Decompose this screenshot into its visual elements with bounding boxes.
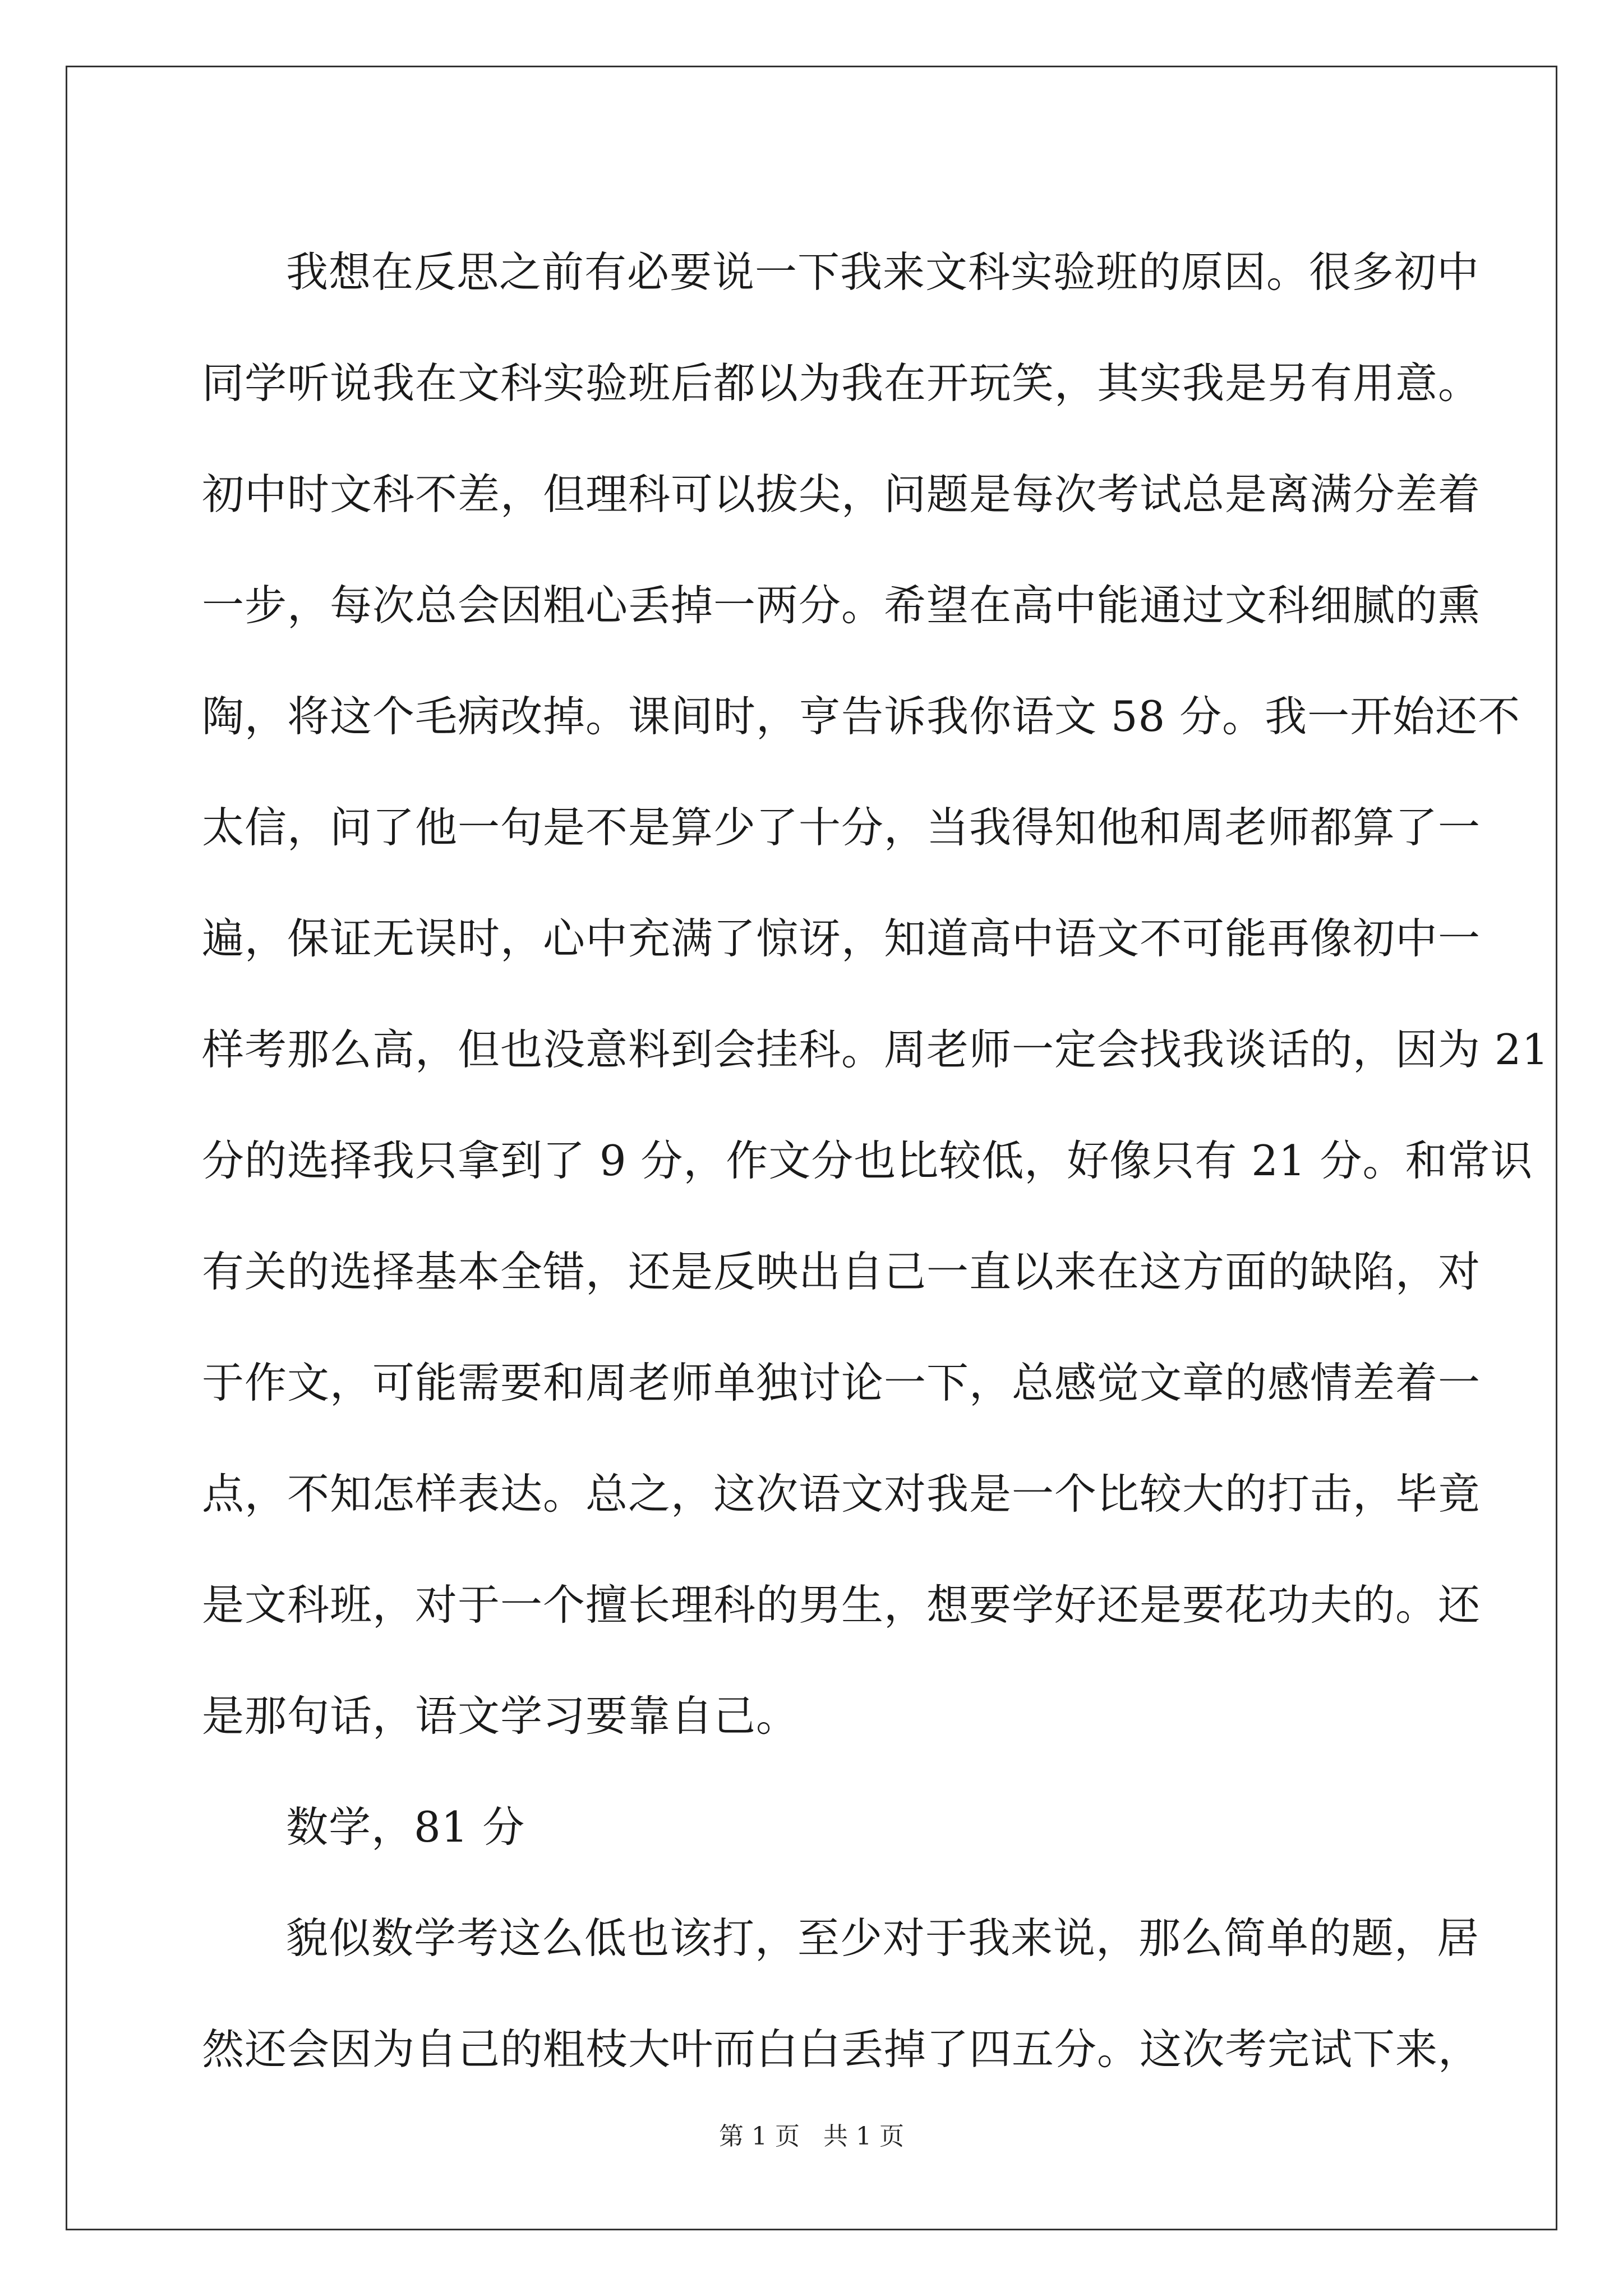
text-line: 初中时文科不差，但理科可以拔尖，问题是每次考试总是离满分差着 xyxy=(202,470,1481,519)
text-line: 太信，问了他一句是不是算少了十分，当我得知他和周老师都算了一 xyxy=(202,803,1481,852)
page-total: 共 1 页 xyxy=(823,2122,904,2151)
text-line: 点，不知怎样表达。总之，这次语文对我是一个比较大的打击，毕竟 xyxy=(202,1469,1481,1519)
text-line: 遍，保证无误时，心中充满了惊讶，知道高中语文不可能再像初中一 xyxy=(202,914,1481,963)
page-footer xyxy=(0,2116,1623,2152)
math-score-line: 数学，81 分 xyxy=(286,1802,525,1852)
text-line: 有关的选择基本全错，还是反映出自己一直以来在这方面的缺陷，对 xyxy=(202,1247,1481,1296)
text-line: 是那句话，语文学习要靠自己。 xyxy=(202,1691,799,1741)
text-line: 是文科班，对于一个擅长理科的男生，想要学好还是要花功夫的。还 xyxy=(202,1580,1481,1630)
text-line: 于作文，可能需要和周老师单独讨论一下，总感觉文章的感情差着一 xyxy=(202,1358,1481,1407)
text-line: 然还会因为自己的粗枝大叶而白白丢掉了四五分。这次考完试下来， xyxy=(202,2024,1481,2074)
text-line: 同学听说我在文科实验班后都以为我在开玩笑，其实我是另有用意。 xyxy=(202,358,1481,408)
text-line: 我想在反思之前有必要说一下我来文科实验班的原因。很多初中 xyxy=(286,247,1480,297)
page-number: 第 1 页 xyxy=(719,2122,800,2151)
paragraph-math-reflection xyxy=(202,1883,1481,2105)
text-line: 一步，每次总会因粗心丢掉一两分。希望在高中能通过文科细腻的熏 xyxy=(202,581,1481,630)
paragraph-chinese-reflection xyxy=(202,217,1550,1772)
document-body xyxy=(202,217,1550,2105)
paragraph-math-score xyxy=(202,1772,1436,1883)
text-line: 分的选择我只拿到了 9 分，作文分也比较低，好像只有 21 分。和常识 xyxy=(202,1136,1533,1185)
text-line: 陶，将这个毛病改掉。课间时，亨告诉我你语文 58 分。我一开始还不 xyxy=(202,692,1521,741)
text-line: 样考那么高，但也没意料到会挂科。周老师一定会找我谈话的，因为 21 xyxy=(202,1025,1550,1074)
text-line: 貌似数学考这么低也该打，至少对于我来说，那么简单的题，居 xyxy=(286,1913,1480,1963)
